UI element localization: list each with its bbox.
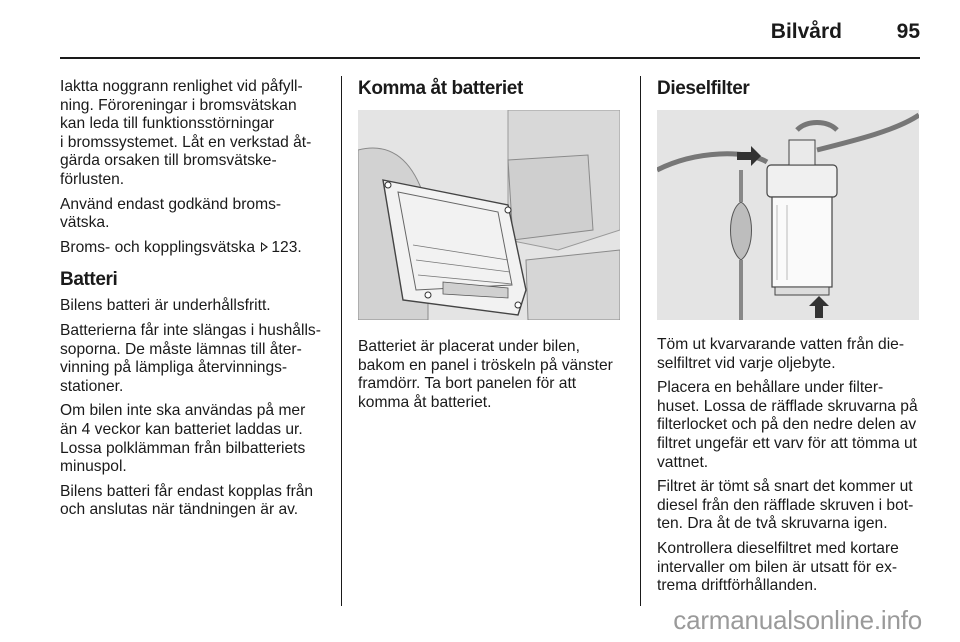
fluid-reference-paragraph xyxy=(60,239,336,258)
column-2 xyxy=(358,78,626,418)
loosen-screws-paragraph: Placera en behållare under filter- huset. Lossa de räfflade skruvarna på filterlocket och på den nedre delen av filtret ungefär ett varv för att tömma ut vattnet. xyxy=(657,379,918,471)
column-divider-2 xyxy=(640,76,641,606)
chapter-title: Bilvård xyxy=(770,20,842,43)
battery-discharge-paragraph: Om bilen inte ska användas på mer än 4 veckor kan batteriet laddas ur. Lossa polklämman från bilbatteriets minuspol. xyxy=(60,402,306,476)
brake-fluid-paragraph: Iaktta noggrann renlighet vid påfyll- ning. Föroreningar i bromsvätskan kan leda till funktionsstörningar i bromssystemet. Låt en verkstad åt- gärda orsaken till bromsvätske- förlusten. xyxy=(60,78,312,188)
diesel-filter-drawing xyxy=(657,110,919,320)
battery-panel-illustration xyxy=(358,110,620,320)
column-1 xyxy=(60,78,336,526)
drain-water-paragraph: Töm ut kvarvarande vatten från die- selfiltret vid varje oljebyte. xyxy=(657,336,905,372)
fluid-reference-text: Broms- och kopplingsvätska xyxy=(60,238,256,256)
diesel-filter-illustration xyxy=(657,110,919,320)
page-number: 95 xyxy=(896,20,920,43)
page-reference-icon xyxy=(261,242,268,252)
check-interval-paragraph: Kontrollera dieselfiltret med kortare intervaller om bilen är utsatt för ex- trema driftförhållanden. xyxy=(657,539,899,595)
battery-location-paragraph: Batteriet är placerat under bilen, bakom en panel i tröskeln på vänster framdörr. Ta bort panelen för att komma åt batteriet. xyxy=(358,338,613,411)
header-rule xyxy=(60,57,920,59)
approved-fluid-paragraph: Använd endast godkänd broms- vätska. xyxy=(60,195,282,232)
page-header xyxy=(60,18,920,56)
diesel-filter-heading: Dieselfilter xyxy=(657,78,750,99)
fluid-reference-link[interactable]: 123. xyxy=(271,238,302,256)
battery-disposal-paragraph: Batterierna får inte slängas i hushålls- soporna. De måste lämnas till åter- vinning på lämpliga återvinnings- stationer. xyxy=(60,321,321,395)
battery-access-heading: Komma åt batteriet xyxy=(358,78,523,99)
column-divider-1 xyxy=(341,76,342,606)
column-3 xyxy=(657,78,923,602)
filter-drained-paragraph: Filtret är tömt så snart det kommer ut diesel från den räfflade skruven i bot- ten. Dra åt de två skruvarna igen. xyxy=(657,478,914,533)
battery-disconnect-paragraph: Bilens batteri får endast kopplas från och anslutas när tändningen är av. xyxy=(60,482,314,519)
door-sill-panel-drawing xyxy=(358,110,620,320)
battery-maintenance-paragraph: Bilens batteri är underhållsfritt. xyxy=(60,297,271,315)
site-watermark: carmanualsonline.info xyxy=(673,605,922,635)
battery-heading: Batteri xyxy=(60,269,118,291)
